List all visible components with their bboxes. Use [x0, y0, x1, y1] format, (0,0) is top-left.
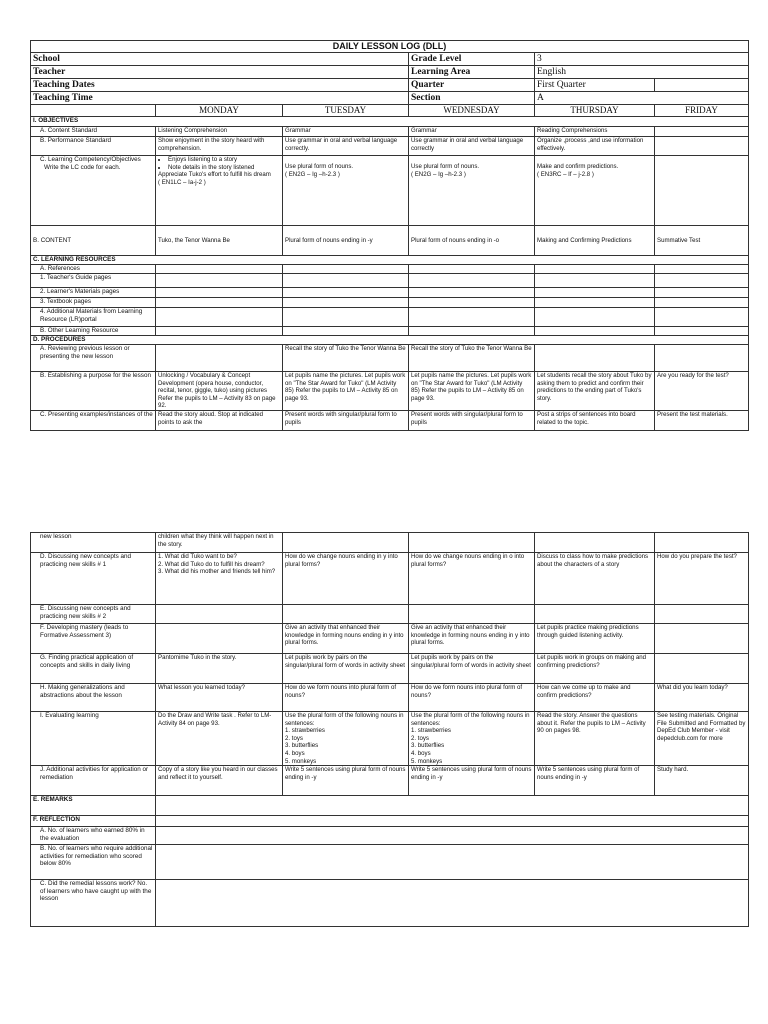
content-standard-thu: Reading Comprehensions [535, 127, 655, 137]
section-label: Section [409, 92, 535, 105]
additional-materials-label: 4. Additional Materials from Learning Resource (LR)portal [31, 308, 156, 327]
day-monday: MONDAY [156, 105, 283, 117]
procedure-j-fri: Study hard. [655, 766, 749, 796]
procedure-c-mon-continued: children what they think will happen next in the story. [156, 533, 283, 553]
competency-mon-bullet-2: • Note details in the story listened [168, 164, 280, 172]
content-mon: Tuko, the Tenor Wanna Be [156, 226, 283, 256]
competency-tue-code: ( EN2G – Ig –h-2.3 ) [285, 170, 340, 178]
dll-table-top [30, 40, 749, 431]
competency-wed-text: Use plural form of nouns. [411, 163, 480, 170]
procedure-d-mon-q3: 3. What did his mother and friends tell him? [158, 568, 276, 576]
performance-standard-wed: Use grammar in oral and verbal language correctly [409, 137, 535, 156]
competency-tue-text: Use plural form of nouns. [285, 163, 354, 170]
content-standard-mon: Listening Comprehension [156, 127, 283, 137]
procedure-i-wed-item: 2. toys [411, 734, 429, 742]
procedure-g-tue: Let pupils work by pairs on the singular/plural form of words in activity sheet [283, 654, 409, 684]
remarks-label: E. REMARKS [31, 796, 156, 816]
procedure-e-label: E. Discussing new concepts and practicing new skills # 2 [31, 605, 156, 624]
procedure-i-wed-item: 5. monkeys [411, 757, 443, 765]
procedure-g-mon: Pantomime Tuko in the story. [156, 654, 283, 684]
procedure-a-mon [156, 345, 283, 372]
procedure-h-thu: How can we come up to make and confirm predictions? [535, 684, 655, 712]
procedure-f-wed: Give an activity that enhanced their knowledge in forming nouns ending in y into plural forms. [409, 624, 535, 654]
page-title: DAILY LESSON LOG (DLL) [31, 41, 749, 53]
procedure-d-mon-q1: 1. What did Tuko want to be? [158, 553, 237, 560]
competency-fri [655, 156, 749, 226]
procedure-i-fri: See testing materials. Original File Submitted and Formatted by DepEd Club Member - visit depedclub.com for more [655, 712, 749, 766]
procedure-i-wed [409, 712, 535, 766]
procedure-b-fri: Are you ready for the test? [655, 372, 749, 411]
day-tuesday: TUESDAY [283, 105, 409, 117]
teachers-guide-label: 1. Teacher's Guide pages [31, 274, 156, 288]
procedure-f-fri [655, 624, 749, 654]
procedure-h-mon: What lesson you learned today? [156, 684, 283, 712]
procedure-c-label-continued: new lesson [31, 533, 156, 553]
competency-wed-code: ( EN2G – Ig –h-2.3 ) [411, 170, 466, 178]
reflection-c-label: C. Did the remedial lessons work? No. of learners who have caught up with the lesson [31, 880, 156, 927]
performance-standard-fri [655, 137, 749, 156]
performance-standard-label: B. Performance Standard [31, 137, 156, 156]
textbook-pages-label: 3. Textbook pages [31, 298, 156, 308]
teacher-label: Teacher [31, 66, 409, 79]
objectives-heading: I. OBJECTIVES [31, 117, 749, 127]
procedure-i-tue-item: 3. butterflies [285, 742, 319, 750]
content-standard-wed: Grammar [409, 127, 535, 137]
dll-page-2 [30, 532, 748, 927]
reflection-label: F. REFLECTION [31, 816, 156, 827]
procedure-i-wed-item: 1. strawberries [411, 727, 451, 735]
quarter-value: First Quarter [535, 79, 655, 92]
procedure-a-thu [535, 345, 655, 372]
procedure-b-thu: Let students recall the story about Tuko by asking them to predict and confirm their predictions to the ending part of Tuko's story. [535, 372, 655, 411]
content-standard-tue: Grammar [283, 127, 409, 137]
procedure-h-wed: How do we form nouns into plural form of nouns? [409, 684, 535, 712]
school-label: School [31, 53, 409, 66]
competency-label-line2: Write the LC code for each. [44, 163, 121, 171]
grade-level-label: Grade Level [409, 53, 535, 66]
content-tue: Plural form of nouns ending in -y [283, 226, 409, 256]
procedure-i-wed-item: 3. butterflies [411, 742, 445, 750]
procedure-c-wed: Present words with singular/plural form to pupils [409, 410, 535, 430]
procedure-i-tue-item: 2. toys [285, 734, 303, 742]
learning-resources-heading: C. LEARNING RESOURCES [31, 256, 749, 265]
competency-mon-text: Appreciate Tuko's effort to fulfill his dream [158, 171, 271, 179]
day-wednesday: WEDNESDAY [409, 105, 535, 117]
content-fri: Summative Test [655, 226, 749, 256]
procedure-i-tue [283, 712, 409, 766]
procedure-c-label: C. Presenting examples/instances of the [31, 410, 156, 430]
procedure-a-tue: Recall the story of Tuko the Tenor Wanna Be [283, 345, 409, 372]
section-value: A [535, 92, 749, 105]
grade-level-value: 3 [535, 53, 749, 66]
references-label: A. References [31, 265, 156, 274]
procedures-heading: D. PROCEDURES [31, 336, 749, 345]
procedure-h-tue: How do we form nouns into plural form of nouns? [283, 684, 409, 712]
competency-label [31, 156, 156, 226]
procedure-f-tue: Give an activity that enhanced their knowledge in forming nouns ending in y into plural forms. [283, 624, 409, 654]
competency-thu-code: ( EN3RC – If – j-2.8 ) [537, 170, 594, 178]
procedure-i-thu: Read the story. Answer the questions about it. Refer the pupils to LM – Activity 90 on pages 98. [535, 712, 655, 766]
competency-label-line1: C. Learning Competency/Objectives [40, 156, 141, 163]
reflection-b-label: B. No. of learners who require additional activities for remediation who scored below 80% [31, 845, 156, 880]
other-resource-label: B. Other Learning Resource [31, 327, 156, 336]
procedure-f-label: F. Developing mastery (leads to Formative Assessment 3) [31, 624, 156, 654]
procedure-i-tue-item: 5. monkeys [285, 757, 317, 765]
procedure-c-fri: Present the test materials. [655, 410, 749, 430]
procedure-a-fri [655, 345, 749, 372]
procedure-h-label: H. Making generalizations and abstractions about the lesson [31, 684, 156, 712]
procedure-g-wed: Let pupils work by pairs on the singular/plural form of words in activity sheet [409, 654, 535, 684]
procedure-d-thu: Discuss to class how to make predictions about the characters of a story [535, 553, 655, 605]
learners-materials-label: 2. Learner's Materials pages [31, 288, 156, 298]
competency-thu [535, 156, 655, 226]
content-wed: Plural form of nouns ending in -o [409, 226, 535, 256]
procedure-i-tue-intro: Use the plural form of the following nouns in sentences: [285, 712, 404, 727]
performance-standard-thu: Organize ,process ,and use information effectively. [535, 137, 655, 156]
procedure-j-mon: Copy of a story like you heard in our classes and reflect it to yourself. [156, 766, 283, 796]
procedure-d-mon-q2: 2. What did Tuko do to fulfill his dream? [158, 560, 265, 568]
learning-area-value: English [535, 66, 749, 79]
procedure-d-label: D. Discussing new concepts and practicing new skills # 1 [31, 553, 156, 605]
procedure-d-fri: How do you prepare the test? [655, 553, 749, 605]
quarter-label: Quarter [409, 79, 535, 92]
procedure-c-mon: Read the story aloud. Stop at indicated points to ask the [156, 410, 283, 430]
performance-standard-tue: Use grammar in oral and verbal language correctly. [283, 137, 409, 156]
procedure-b-tue: Let pupils name the pictures. Let pupils work on "The Star Award for Tuko" (LM Activity 85) Refer the pupils to LM – Activity 85 on page 93. [283, 372, 409, 411]
competency-mon-code: ( EN1LC – Ia-j-2 ) [158, 178, 206, 186]
teaching-dates-label: Teaching Dates [31, 79, 409, 92]
procedure-d-mon [156, 553, 283, 605]
competency-mon-bullet-1: • Enjoys listening to a story [168, 156, 280, 164]
day-thursday: THURSDAY [535, 105, 655, 117]
procedure-i-wed-intro: Use the plural form of the following nouns in sentences: [411, 712, 530, 727]
competency-mon [156, 156, 283, 226]
content-standard-label: A. Content Standard [31, 127, 156, 137]
dll-page-1 [30, 40, 748, 431]
procedure-i-label: I. Evaluating learning [31, 712, 156, 766]
learning-area-label: Learning Area [409, 66, 535, 79]
competency-wed [409, 156, 535, 226]
procedure-h-fri: What did you learn today? [655, 684, 749, 712]
procedure-g-thu: Let pupils work in groups on making and confirming predictions? [535, 654, 655, 684]
procedure-i-tue-item: 1. strawberries [285, 727, 325, 735]
procedure-d-tue: How do we change nouns ending in y into plural forms? [283, 553, 409, 605]
content-label: B. CONTENT [31, 226, 156, 256]
procedure-i-wed-item: 4. boys [411, 749, 431, 757]
dll-table-bottom [30, 532, 749, 927]
content-standard-fri [655, 127, 749, 137]
procedure-b-label: B. Establishing a purpose for the lesson [31, 372, 156, 411]
procedure-j-label: J. Additional activities for application or remediation [31, 766, 156, 796]
procedure-a-label: A. Reviewing previous lesson or presenting the new lesson [31, 345, 156, 372]
competency-tue [283, 156, 409, 226]
performance-standard-mon: Show enjoyment in the story heard with comprehension. [156, 137, 283, 156]
procedure-c-tue: Present words with singular/plural form to pupils [283, 410, 409, 430]
procedure-i-tue-item: 4. boys [285, 749, 305, 757]
procedure-b-mon: Unlocking / Vocabulary & Concept Development (opera house, conductor, recital, tenor, giggle, tuko) using pictures Refer the pupils to LM – Activity 83 on page 92. [156, 372, 283, 411]
procedure-j-thu: Write 5 sentences using plural form of nouns ending in -y [535, 766, 655, 796]
procedure-c-thu: Post a strips of sentences into board related to the topic. [535, 410, 655, 430]
procedure-f-mon [156, 624, 283, 654]
procedure-j-tue: Write 5 sentences using plural form of nouns ending in -y [283, 766, 409, 796]
procedure-d-wed: How do we change nouns ending in o into plural forms? [409, 553, 535, 605]
procedure-i-mon: Do the Draw and Write task . Refer to LM- Activity 84 on page 93. [156, 712, 283, 766]
competency-thu-text: Make and confirm predictions. [537, 163, 619, 170]
procedure-f-thu: Let pupils practice making predictions through guided listening activity. [535, 624, 655, 654]
teaching-time-label: Teaching Time [31, 92, 409, 105]
procedure-j-wed: Write 5 sentences using plural form of nouns ending in -y [409, 766, 535, 796]
content-thu: Making and Confirming Predictions [535, 226, 655, 256]
procedure-a-wed: Recall the story of Tuko the Tenor Wanna Be [409, 345, 535, 372]
procedure-g-fri [655, 654, 749, 684]
procedure-g-label: G. Finding practical application of concepts and skills in daily living [31, 654, 156, 684]
procedure-b-wed: Let pupils name the pictures. Let pupils work on "The Star Award for Tuko" (LM Activity 85) Refer the pupils to LM – Activity 85 on page 93. [409, 372, 535, 411]
reflection-a-label: A. No. of learners who earned 80% in the evaluation [31, 827, 156, 845]
day-friday: FRIDAY [655, 105, 749, 117]
